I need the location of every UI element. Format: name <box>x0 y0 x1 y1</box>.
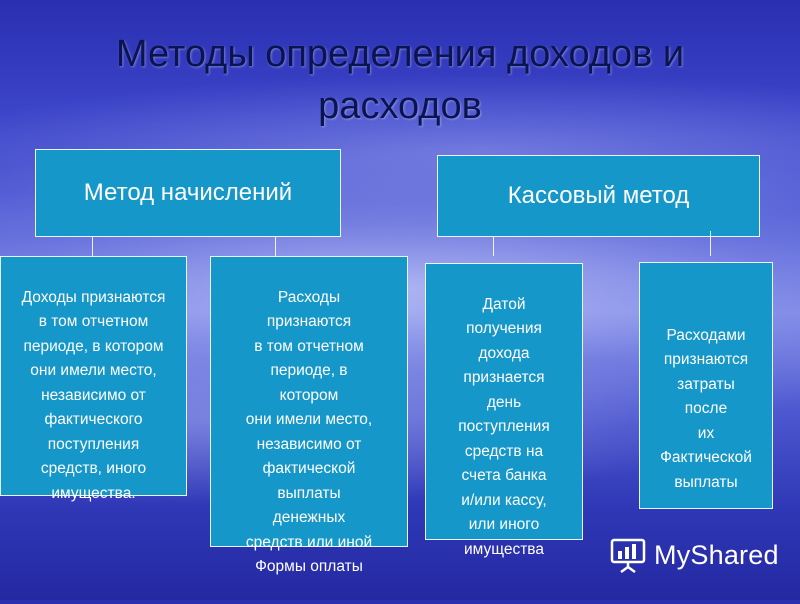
cash-method-box <box>437 155 760 237</box>
slide-title: Методы определения доходов и расходов <box>115 33 685 127</box>
cash-expense-box <box>639 262 773 509</box>
myshared-watermark <box>608 536 779 574</box>
accrual-income-box <box>0 256 187 502</box>
connector-accrual-expense <box>275 237 276 256</box>
connector-cash-income <box>493 237 494 256</box>
accrual-expense-box <box>210 256 408 575</box>
cash-income-text: Датой получения дохода признается день поступления средств на счета банка и/или кассу, или иного имущества <box>458 295 550 558</box>
cash-income-box <box>425 263 583 558</box>
cash-method-label: Кассовый метод <box>507 182 690 209</box>
presentation-chart-icon <box>608 536 648 574</box>
accrual-expense-text: Расходы признаются в том отчетном периоде, в котором они имели место, независимо от фактической выплаты денежных средств или иной Формы оплаты <box>245 288 373 575</box>
cash-expense-text: Расходами признаются затраты после их Фактической выплаты <box>660 326 752 491</box>
accrual-method-box <box>35 149 341 237</box>
accrual-method-label: Метод начислений <box>83 179 293 206</box>
connector-accrual-income <box>92 237 93 256</box>
watermark-text: MyShared <box>654 539 779 570</box>
connector-cash-expense <box>710 231 711 256</box>
accrual-income-text: Доходы признаются в том отчетном периоде, в котором они имели место, независимо от фактического поступления средств, иного имущества. <box>21 288 166 502</box>
